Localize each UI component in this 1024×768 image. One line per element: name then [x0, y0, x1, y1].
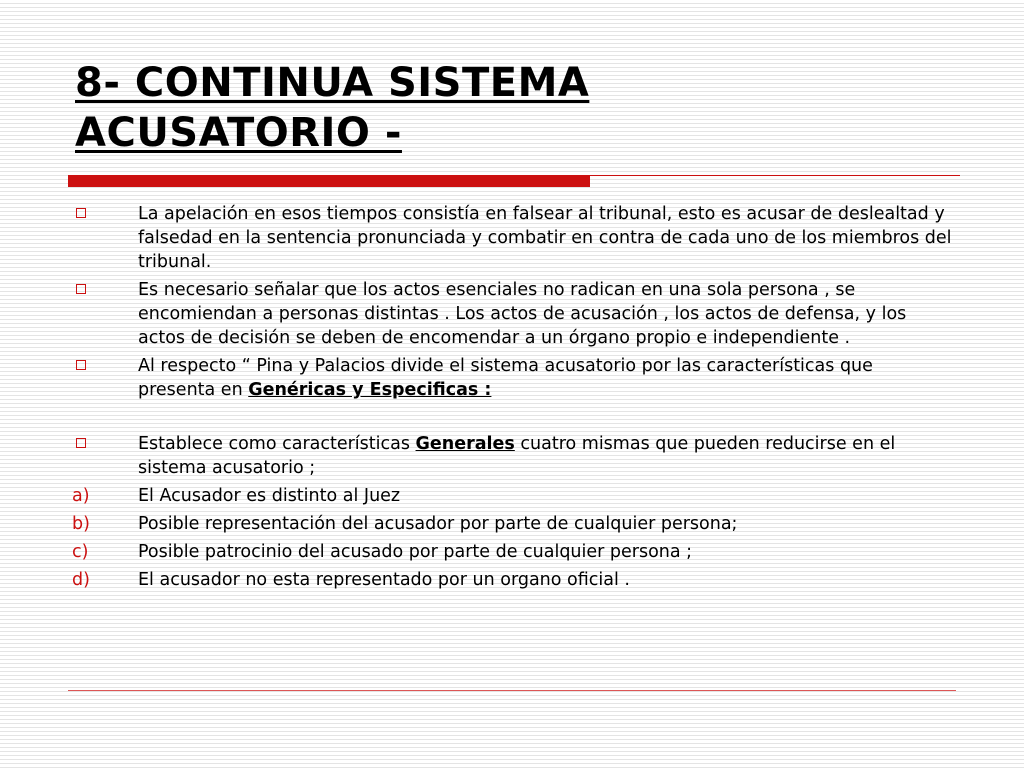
- bullet-text: [138, 354, 953, 402]
- bullet-text-before: Al respecto “ Pina y Palacios divide el sistema acusatorio por las características que presenta en: [138, 356, 873, 400]
- bullet-item: [0, 432, 1024, 480]
- slide-title-line-2: ACUSATORIO -: [75, 110, 402, 156]
- bullet-emphasis: Genéricas y Especificas :: [248, 380, 492, 400]
- list-marker: b): [72, 514, 90, 534]
- list-text: Posible patrocinio del acusado por parte de cualquier persona ;: [138, 542, 693, 562]
- bullet-text: La apelación en esos tiempos consistía en falsear al tribunal, esto es acusar de deslealtad y falsedad en la sentencia pronunciada y combatir en contra de cada uno de los miembros del tribunal.: [138, 204, 952, 272]
- hollow-square-icon: [76, 360, 86, 370]
- list-item: [0, 568, 1024, 592]
- list-item: [0, 540, 1024, 564]
- list-text: El Acusador es distinto al Juez: [138, 486, 401, 506]
- list-text: Posible representación del acusador por parte de cualquier persona;: [138, 514, 738, 534]
- bullet-item: [0, 354, 1024, 402]
- hollow-square-icon: [76, 438, 86, 448]
- list-marker: d): [72, 570, 90, 590]
- bullet-emphasis: Generales: [415, 434, 515, 454]
- spacer: [0, 406, 1024, 432]
- list-marker: c): [72, 542, 89, 562]
- title-divider-thick: [68, 175, 590, 187]
- title-divider-thin: [590, 175, 960, 176]
- bullet-item: [0, 202, 1024, 274]
- list-marker: a): [72, 486, 90, 506]
- list-item: [0, 484, 1024, 508]
- list-text: El acusador no esta representado por un organo oficial .: [138, 570, 630, 590]
- hollow-square-icon: [76, 208, 86, 218]
- bullet-text-after: cuatro mismas que pueden reducirse en el sistema acusatorio ;: [138, 434, 896, 478]
- bullet-text: [138, 432, 953, 480]
- slide-title: [75, 58, 955, 158]
- hollow-square-icon: [76, 284, 86, 294]
- bullet-text-before: Establece como características: [138, 434, 416, 454]
- footer-divider: [68, 690, 956, 691]
- list-item: [0, 512, 1024, 536]
- slide-title-line-1: 8- CONTINUA SISTEMA: [75, 60, 590, 106]
- slide-body: [0, 202, 1024, 596]
- bullet-text: Es necesario señalar que los actos esenciales no radican en una sola persona , se encomiendan a personas distintas . Los actos de acusación , los actos de defensa, y los actos de decisión se deben de encomendar a un órgano propio e independiente .: [138, 280, 907, 348]
- bullet-item: [0, 278, 1024, 350]
